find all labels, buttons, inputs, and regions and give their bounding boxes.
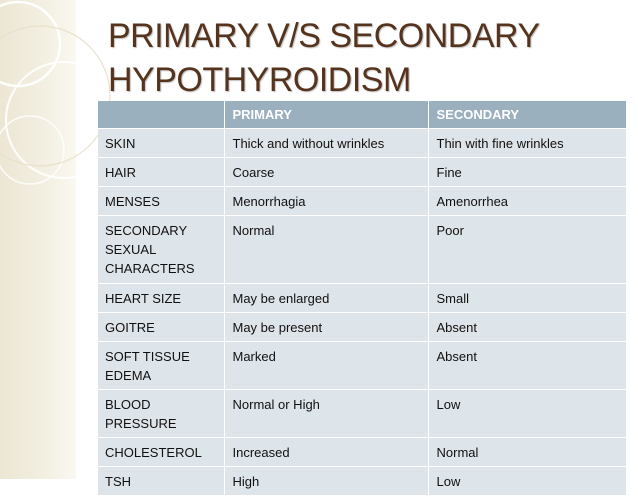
row-feature: HEART SIZE — [98, 284, 224, 313]
row-primary: High — [224, 467, 428, 496]
header-feature — [98, 101, 224, 129]
row-primary: Normal — [224, 216, 428, 284]
table-row — [98, 187, 626, 216]
comparison-table — [98, 101, 627, 496]
table-row — [98, 313, 626, 342]
row-feature: CHOLESTEROL — [98, 438, 224, 467]
row-secondary: Fine — [428, 158, 626, 187]
row-feature: SOFT TISSUE EDEMA — [98, 342, 224, 390]
row-primary: Coarse — [224, 158, 428, 187]
row-feature: HAIR — [98, 158, 224, 187]
slide-title-line-2: HYPOTHYROIDISM — [108, 61, 411, 99]
row-secondary: Thin with fine wrinkles — [428, 129, 626, 158]
row-primary: May be present — [224, 313, 428, 342]
table-row — [98, 158, 626, 187]
table-row — [98, 129, 626, 158]
row-feature: TSH — [98, 467, 224, 496]
row-secondary: Normal — [428, 438, 626, 467]
table-row — [98, 216, 626, 284]
row-secondary: Low — [428, 390, 626, 438]
table-row — [98, 284, 626, 313]
table-row — [98, 342, 626, 390]
table-row — [98, 438, 626, 467]
row-primary: Menorrhagia — [224, 187, 428, 216]
slide-title-line-1: PRIMARY V/S SECONDARY — [108, 17, 540, 55]
row-secondary: Low — [428, 467, 626, 496]
row-feature: SECONDARY SEXUAL CHARACTERS — [98, 216, 224, 284]
row-primary: May be enlarged — [224, 284, 428, 313]
row-feature: MENSES — [98, 187, 224, 216]
row-secondary: Absent — [428, 313, 626, 342]
slide-title — [108, 14, 628, 102]
header-primary: PRIMARY — [224, 101, 428, 129]
row-primary: Increased — [224, 438, 428, 467]
header-secondary: SECONDARY — [428, 101, 626, 129]
table-row — [98, 390, 626, 438]
row-feature: GOITRE — [98, 313, 224, 342]
row-primary: Thick and without wrinkles — [224, 129, 428, 158]
row-secondary: Amenorrhea — [428, 187, 626, 216]
row-secondary: Absent — [428, 342, 626, 390]
row-feature: BLOOD PRESSURE — [98, 390, 224, 438]
row-primary: Normal or High — [224, 390, 428, 438]
row-feature: SKIN — [98, 129, 224, 158]
row-secondary: Small — [428, 284, 626, 313]
row-primary: Marked — [224, 342, 428, 390]
table-header-row — [98, 101, 626, 129]
row-secondary: Poor — [428, 216, 626, 284]
table-row — [98, 467, 626, 496]
